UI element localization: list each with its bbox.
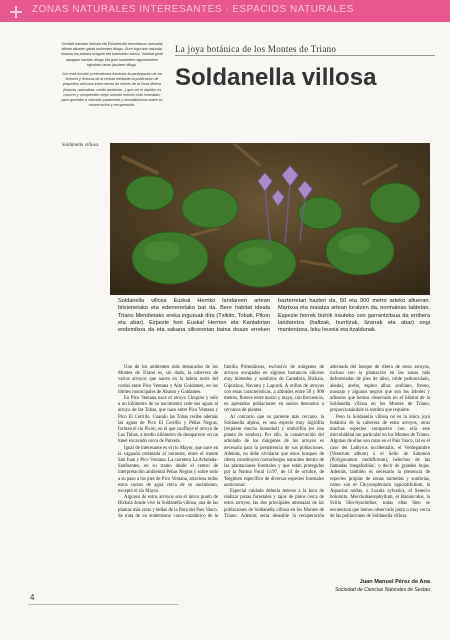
- article-title: Soldanella villosa: [175, 64, 377, 91]
- intro-basque: Orrialde hauetan Bizkaia eta Enkarterriko berezitasun naturalak biltzen dituzten gaiak aurkezten ditugu. Gure ingurune naturala, historia eta paisaia ezagutu eta babesteko asmoz, hainbat gune aipagarri hautatu ditugu eta gure bazkideen laguntzarekin egindako lanak jasotzen ditugu.: [61, 42, 163, 67]
- soldanella-photo: [110, 143, 430, 295]
- photo-caption: Soldanella villosa.: [62, 143, 100, 148]
- body-paragraph: Algunos de estos arroyos son el único punto de Bizkaia donde vive la Soldanella villosa, una de las plantas más raras y bellas de la flora del País Vasco. Se trata de un endemismo vasco-cantábrico de la familia Primuláceas, exclusivo de márgenes de arroyos encajados en algunos barrancos silíceos muy húmedos y sombríos de Cantabria, Bizkaia, Gipuzkoa, Navarra y Lapurdi. A orillas de arroyos con estas características, a altitudes entre 50 y 900 metros, florece entre marzo y mayo, con frecuencia, en apretados poblaciones en suelos desnudos o cercanos de plantas.: [118, 365, 324, 519]
- sparkle-icon: [10, 6, 22, 18]
- heading-rule: [175, 55, 435, 56]
- lead-paragraph: Soldanella villosa Euskal Herriko landareen artean bitxienetako eta ederrenetako bat da. Bere habitat ideala Triano Mendietako ereka inguruak dira (Txikito, Tobak, Pikon eta abar). Espezie hori Euskal Herrien eta Kantabrian endemikoa da eta sakana siliceoetan baina doaze erreken bazterretan hazten da, 50 eta 900 metro arteko altueran. Martxoa eta maiatza artean loratzen da, normalean taldetan. Espezie horrek bizirik irauteko oso garrantzitsua da erribera landaretza (haltzak, hurritzak, lizarrak eta abar) ongi mantentzea, leku hezeia eta itzaldunak.: [118, 298, 430, 334]
- intro-spanish: Con esta sección pretendemos fomentar la participación de los lectores y lectoras de la revista mediante la publicación de pequeños artículos sobre temas de interés de la Zona Minera (historia, naturaleza, medio ambiente...) que ser el objetivo es conocer y comprender mejor nuestro entorno más inmediato, para aprender a valorarlo justamente y sensibilizarnos sobre su conservación y recuperación.: [61, 72, 163, 108]
- section-heading: La joya botánica de los Montes de Triano: [175, 44, 337, 54]
- footer-rule: [28, 604, 178, 605]
- intro-box: [60, 42, 164, 112]
- header-title: ZONAS NATURALES INTERESANTES · ESPACIOS NATURALES: [32, 4, 354, 15]
- author-affiliation: Sociedad de Ciencias Naturales de Sestao: [334, 587, 430, 593]
- body-paragraph: Especial cuidado debería tenerse a la hora de realizar pistas forestales y tajos de pinos cerca de estos arroyos, las dos principales amenazas de las poblaciones de Soldanella villosa en los Montes de Triano. Además sería deseable la recuperación adecuada del bosque de ribera de estos arroyos, incluso con la plantación en las zonas más deforestadas de pies de aliso, roble pedunculado, abedul, acebo, espino albar, avellano, fresno, mostajo y algunos negros que son los árboles y arbustos que hemos observado en el hábitat de la Soldanella villosa en los Montes de Triano, proporcionándole la sombra que requiere.: [224, 365, 430, 519]
- body-paragraph: Uno de los ambientes más destacados de los Montes de Triano es, sin duda, la cabecera de varios arroyos que nacen en la ladera norte del cordal entre Pico Ventana y Alto Goldames, en los límites municipales de Abanto y Galdames.: [118, 365, 218, 395]
- author-name: Juan Manuel Pérez de Ana: [359, 579, 430, 585]
- body-paragraph: En Pico Ventana nace el arroyo Chiquito y sólo a un kilómetro de su nacimiento cede sus aguas al arroyo de las Tobas, que nace entre Pico Ventana y Pico El Cerrillo. Cuando las Tobas recibe además las aguas de Pico El Cerrillo y Peñas Negras, forman el río Picón, en el que confluye el arroyo de Las Tobas, a medio kilómetro de desaparecer en un túnel excavado cerca de Putxeta.: [118, 396, 218, 445]
- body-paragraph: Igual de interesante es el río Mayor, que nace en la vaguada orientada al noroeste, entre el monte San Juan y Pico Ventana. La carretera La Arboleda-Sanfuentes, en su tramo desde el centro de interpretación ambiental Peñas Negras y sobre todo a su paso a los pies de Pico Ventana, atraviesa todos estos cursos de agua cerca de su nacimiento, excepto el río Mayor.: [118, 445, 218, 495]
- page-number: 4: [30, 593, 35, 602]
- body-text: [118, 365, 430, 577]
- body-paragraph: Pero la Soldanella villosa no es la única joya botánica de la cabecera de estos arroyos, otras muchas especies comparten con ella este microhábitat tan particular en los Montes de Triano. Algunas de ellas son raras en el País Vasco, tal es el caso del Lathyrus occidentalis, el Verdegambre (Veratrum album) o el Sello de Salomón (Polygonatum multiflorum), helechos de las llamadas 'megaforbias', o decir de grandes hojas. Además, también es necesario la presencia de especies propias de zonas húmedas y sombrías, como son el Chrysosplenium oppositifolium, la Aquarius nodus, o Luzula sylvatica, el Senecio bolomito, Mecchohaerophyllum, el Ranunculus, la Scilla lilio-hyacinthus; todas ellas bien se encuentran que hemos observado junto o muy cerca de las poblaciones de Soldanella villosa.: [330, 414, 430, 519]
- signature: [335, 579, 430, 593]
- body-paragraph: Al contrario que su pariente más cercano, la Soldanella alpina, es una especie muy higrófila (requiere mucha humedad) y umbrófila (es una planta de sombra). Por ello, la conservación del arbolado de los márgenes de los arroyos es necesaria para la persistencia de sus poblaciones. Además, no debe olvidarse que estos bosques de ribera constituyen contrafuegos naturales dentro de las plantaciones forestales y que están protegidos por la Norma Foral 11/97, de 14 de octubre, de 'Régimen específico de diversas especies forestales autóctonas'.: [224, 414, 324, 488]
- top-bar: [0, 0, 450, 22]
